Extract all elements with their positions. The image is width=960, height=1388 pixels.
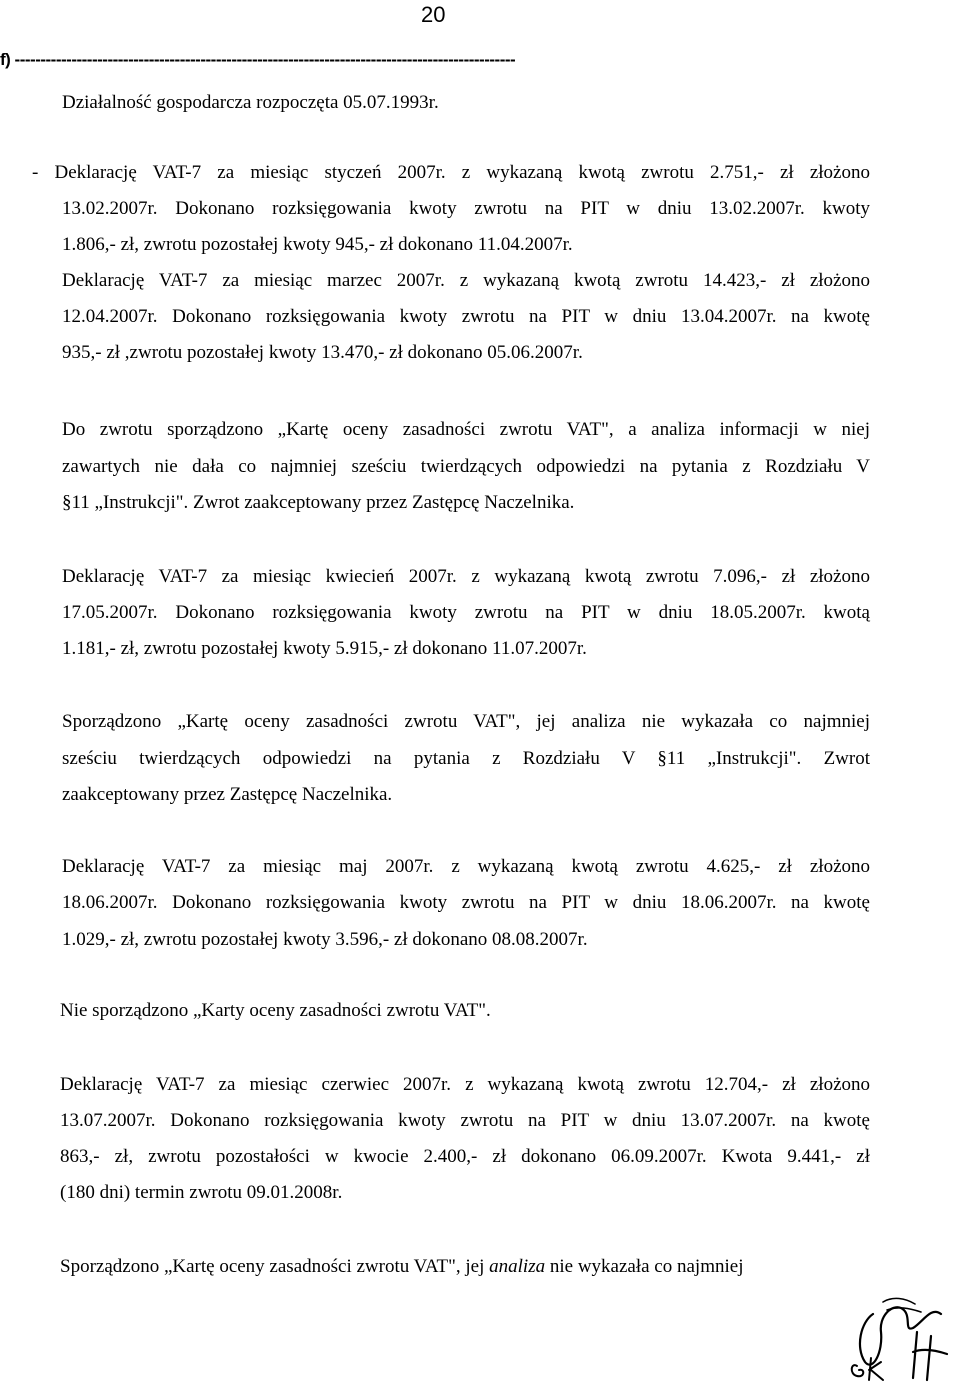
text-line: §11 „Instrukcji". Zwrot zaakceptowany przez Zastępcę Naczelnika.	[62, 492, 575, 513]
text-line: sześciu twierdzących odpowiedzi na pytania z Rozdziału V §11 „Instrukcji". Zwrot	[62, 748, 870, 769]
page-number: 20	[421, 2, 446, 27]
section-header: f) -------------------------------------------------------------------------------------------------	[0, 50, 516, 69]
text-line: 863,- zł, zwrotu pozostałości w kwocie 2.400,- zł dokonano 06.09.2007r. Kwota 9.441,- zł	[60, 1146, 870, 1167]
text-line: Deklarację VAT-7 za miesiąc marzec 2007r. z wykazaną kwotą zwrotu 14.423,- zł złożono	[62, 270, 870, 291]
intro-line: Działalność gospodarcza rozpoczęta 05.07.1993r.	[62, 92, 439, 113]
text-line: Do zwrotu sporządzono „Kartę oceny zasadności zwrotu VAT", a analiza informacji w niej	[62, 419, 870, 440]
text-line: zawartych nie dała co najmniej sześciu twierdzących odpowiedzi na pytania z Rozdziału V	[62, 456, 870, 477]
text-line: Deklarację VAT-7 za miesiąc maj 2007r. z wykazaną kwotą zwrotu 4.625,- zł złożono	[62, 856, 870, 877]
text-line: - Deklarację VAT-7 za miesiąc styczeń 2007r. z wykazaną kwotą zwrotu 2.751,- zł złożono	[32, 162, 870, 183]
italic-word: analiza	[489, 1256, 546, 1277]
handwritten-signature	[843, 1292, 953, 1382]
text-line: (180 dni) termin zwrotu 09.01.2008r.	[60, 1182, 343, 1203]
text-line: zaakceptowany przez Zastępcę Naczelnika.	[62, 784, 393, 805]
text-line: 18.06.2007r. Dokonano rozksięgowania kwoty zwrotu na PIT w dniu 18.06.2007r. na kwotę	[62, 892, 870, 913]
text-line: 1.181,- zł, zwrotu pozostałej kwoty 5.915,- zł dokonano 11.07.2007r.	[62, 638, 587, 659]
text-line: Nie sporządzono „Karty oceny zasadności zwrotu VAT".	[60, 1000, 491, 1021]
text-line: 13.07.2007r. Dokonano rozksięgowania kwoty zwrotu na PIT w dniu 13.07.2007r. na kwotę	[60, 1110, 870, 1131]
text-line: 1.029,- zł, zwrotu pozostałej kwoty 3.596,- zł dokonano 08.08.2007r.	[62, 929, 588, 950]
text-line: 17.05.2007r. Dokonano rozksięgowania kwoty zwrotu na PIT w dniu 18.05.2007r. kwotą	[62, 602, 870, 623]
text-line: 13.02.2007r. Dokonano rozksięgowania kwoty zwrotu na PIT w dniu 13.02.2007r. kwoty	[62, 198, 870, 219]
text-line: 935,- zł ,zwrotu pozostałej kwoty 13.470,- zł dokonano 05.06.2007r.	[62, 342, 583, 363]
text-segment: Sporządzono „Kartę oceny zasadności zwrotu VAT", jej	[60, 1256, 490, 1277]
text-line-last	[60, 1256, 868, 1278]
text-segment: nie wykazała co najmniej	[545, 1256, 744, 1277]
text-line: Deklarację VAT-7 za miesiąc kwiecień 2007r. z wykazaną kwotą zwrotu 7.096,- zł złożono	[62, 566, 870, 587]
text-line: 12.04.2007r. Dokonano rozksięgowania kwoty zwrotu na PIT w dniu 13.04.2007r. na kwotę	[62, 306, 870, 327]
text-line: 1.806,- zł, zwrotu pozostałej kwoty 945,- zł dokonano 11.04.2007r.	[62, 234, 573, 255]
text-line: Deklarację VAT-7 za miesiąc czerwiec 2007r. z wykazaną kwotą zwrotu 12.704,- zł złożono	[60, 1074, 870, 1095]
text-line: Sporządzono „Kartę oceny zasadności zwrotu VAT", jej analiza nie wykazała co najmniej	[62, 711, 870, 732]
